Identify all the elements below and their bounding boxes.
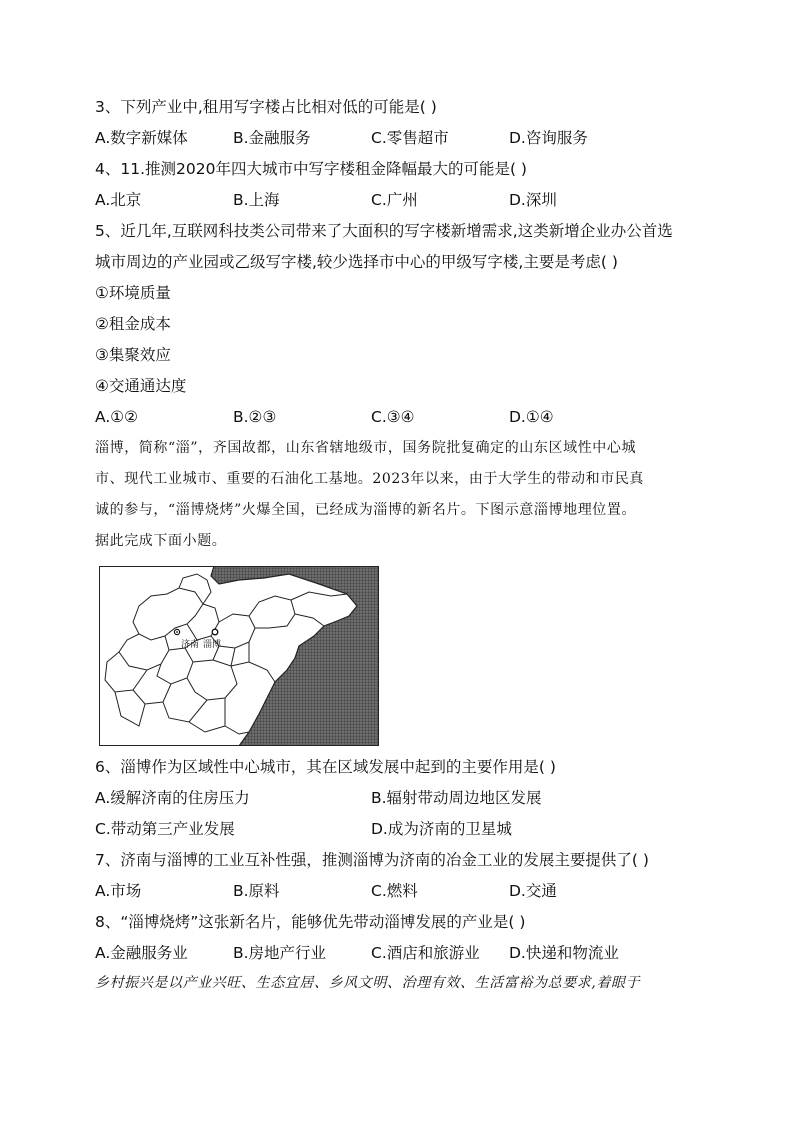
question-5-stem-line1: 5、近几年,互联网科技类公司带来了大面积的写字楼新增需求,这类新增企业办公首选 (95, 222, 673, 240)
q8-option-b[interactable]: B.房地产行业 (233, 944, 327, 962)
q5-option-c[interactable]: C.③④ (371, 408, 415, 426)
q8-option-c[interactable]: C.酒店和旅游业 (371, 944, 480, 962)
q3-option-a[interactable]: A.数字新媒体 (95, 129, 188, 147)
passage-zibo (95, 433, 695, 557)
question-4-stem: 4、11.推测2020年四大城市中写字楼租金降幅最大的可能是( ) (95, 160, 527, 178)
zibo-marker (212, 629, 218, 635)
q6-option-d[interactable]: D.成为济南的卫星城 (371, 820, 512, 838)
q5-option-d[interactable]: D.①④ (509, 408, 554, 426)
q6-option-b[interactable]: B.辐射带动周边地区发展 (371, 789, 542, 807)
question-8-stem: 8、“淄博烧烤”这张新名片，能够优先带动淄博发展的产业是( ) (95, 913, 526, 931)
shandong-map (99, 566, 379, 746)
question-6-stem: 6、淄博作为区域性中心城市，其在区域发展中起到的主要作用是( ) (95, 758, 556, 776)
passage-zibo-line1: 淄博，简称“淄”，齐国故都，山东省辖地级市，国务院批复确定的山东区域性中心城 (95, 440, 637, 456)
q6-option-a[interactable]: A.缓解济南的住房压力 (95, 789, 250, 807)
q7-option-d[interactable]: D.交通 (509, 882, 557, 900)
q3-option-b[interactable]: B.金融服务 (233, 129, 311, 147)
passage-rural-line1: 乡村振兴是以产业兴旺、生态宜居、乡风文明、治理有效、生活富裕为总要求,着眼于 (95, 975, 641, 991)
q8-option-d[interactable]: D.快递和物流业 (509, 944, 619, 962)
q6-option-c[interactable]: C.带动第三产业发展 (95, 820, 235, 838)
q5-option-b[interactable]: B.②③ (233, 408, 277, 426)
q7-option-c[interactable]: C.燃料 (371, 882, 418, 900)
question-3-stem: 3、下列产业中,租用写字楼占比相对低的可能是( ) (95, 98, 437, 116)
q7-option-a[interactable]: A.市场 (95, 882, 142, 900)
q8-option-a[interactable]: A.金融服务业 (95, 944, 188, 962)
q5-item-3: ③集聚效应 (95, 346, 171, 364)
q5-item-1: ①环境质量 (95, 284, 171, 302)
passage-zibo-line3: 诚的参与，“淄博烧烤”火爆全国，已经成为淄博的新名片。下图示意淄博地理位置。 (95, 502, 637, 518)
jinan-marker-dot (176, 631, 178, 633)
q5-item-2: ②租金成本 (95, 315, 171, 333)
q4-option-b[interactable]: B.上海 (233, 191, 280, 209)
q4-option-a[interactable]: A.北京 (95, 191, 142, 209)
jinan-label: 济南 (181, 640, 200, 650)
q4-option-d[interactable]: D.深圳 (509, 191, 557, 209)
q3-option-d[interactable]: D.咨询服务 (509, 129, 588, 147)
q4-option-c[interactable]: C.广州 (371, 191, 418, 209)
question-7-stem: 7、济南与淄博的工业互补性强，推测淄博为济南的冶金工业的发展主要提供了( ) (95, 851, 649, 869)
q5-option-a[interactable]: A.①② (95, 408, 139, 426)
passage-zibo-line4: 据此完成下面小题。 (95, 533, 227, 549)
q3-option-c[interactable]: C.零售超市 (371, 129, 449, 147)
zibo-label: 淄博 (203, 640, 222, 650)
question-5-stem-line2: 城市周边的产业园或乙级写字楼,较少选择市中心的甲级写字楼,主要是考虑( ) (95, 253, 618, 271)
passage-zibo-line2: 市、现代工业城市、重要的石油化工基地。2023年以来，由于大学生的带动和市民真 (95, 471, 645, 487)
q7-option-b[interactable]: B.原料 (233, 882, 280, 900)
q5-item-4: ④交通通达度 (95, 377, 187, 395)
passage-rural (95, 968, 695, 999)
